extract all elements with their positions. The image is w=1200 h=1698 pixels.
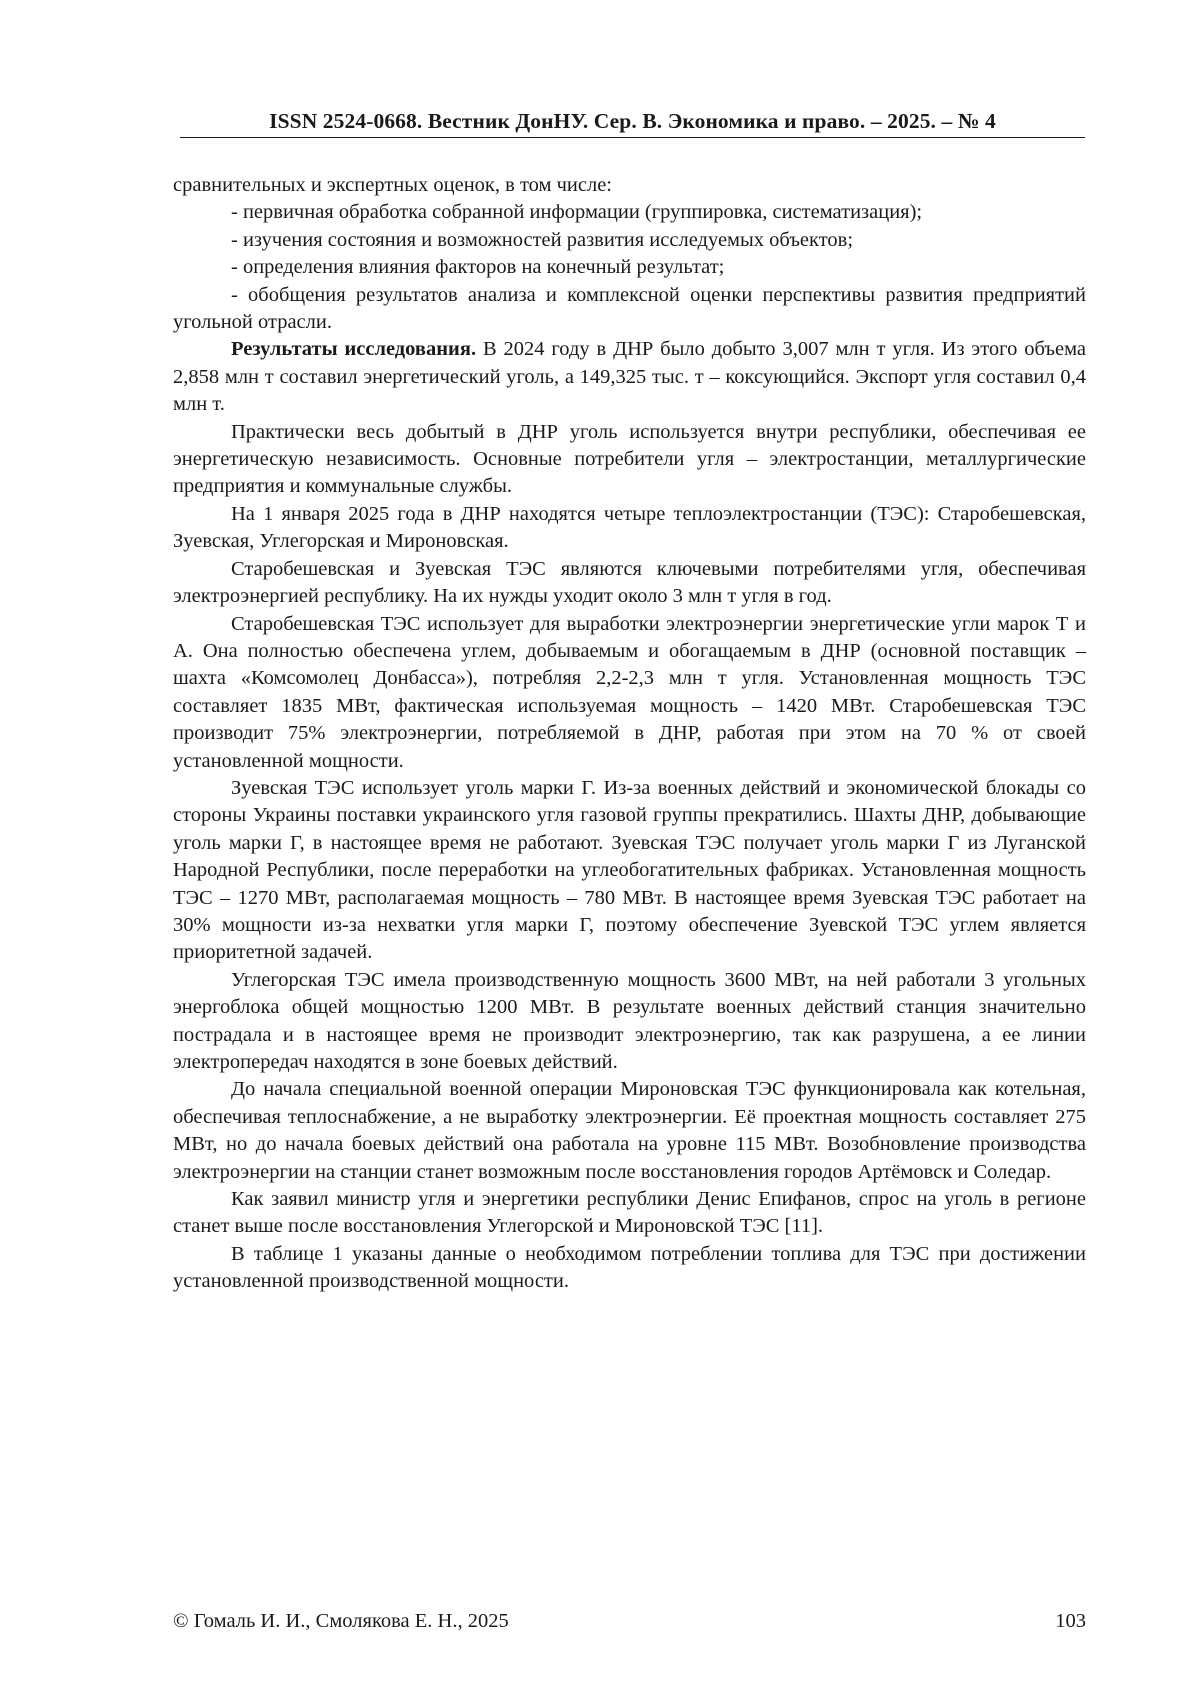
page-number: 103: [1055, 1610, 1086, 1632]
paragraph-results: [173, 336, 1086, 418]
paragraph: До начала специальной военной операции Мироновская ТЭС функционировала как котельная, обеспечивая теплоснабжение, а не выработку электроэнергии. Её проектная мощность составляет 275 МВт, но до начала боевых действий она работала на уровне 115 МВт. Возобновление производства электроэнергии на станции станет возможным после восстановления городов Артёмовск и Соледар.: [173, 1078, 1086, 1183]
paragraph: Зуевская ТЭС использует уголь марки Г. Из-за военных действий и экономической блокады со стороны Украины поставки украинского угля газовой группы прекратились. Шахты ДНР, добывающие уголь марки Г, в настоящее время не работают. Зуевская ТЭС получает уголь марки Г из Луганской Народной Республики, после переработки на углеобогатительных фабриках. Установленная мощность ТЭС – 1270 МВт, располагаемая мощность – 780 МВт. В настоящее время Зуевская ТЭС работает на 30% мощности из-за нехватки угля марки Г, поэтому обеспечение Зуевской ТЭС углем является приоритетной задачей.: [173, 776, 1086, 964]
list-item: - первичная обработка собранной информации (группировка, систематизация);: [231, 201, 923, 224]
header-rule: [180, 137, 1085, 138]
paragraph: Старобешевская ТЭС использует для выработки электроэнергии энергетические угли марок Т и А. Она полностью обеспечена углем, добываемым и обогащаемым в ДНР (основной поставщик – шахта «Комсомолец Донбасса»), потребляя 2,2-2,3 млн т угля. Установленная мощность ТЭС составляет 1835 МВт, фактическая используемая мощность – 1420 МВт. Старобешевская ТЭС производит 75% электроэнергии, потребляемой в ДНР, работая при этом на 70 % от своей установленной мощности.: [173, 612, 1086, 772]
results-heading: Результаты исследования.: [231, 338, 477, 361]
paragraph: На 1 января 2025 года в ДНР находятся четыре теплоэлектростанции (ТЭС): Старобешевская, Зуевская, Углегорская и Мироновская.: [173, 502, 1086, 553]
list-item: - обобщения результатов анализа и комплексной оценки перспективы развития предприятий угольной отрасли.: [173, 283, 1086, 334]
footer-copyright: © Гомаль И. И., Смолякова Е. Н., 2025: [173, 1610, 509, 1632]
list-item: - определения влияния факторов на конечный результат;: [231, 256, 725, 279]
running-header: ISSN 2524-0668. Вестник ДонНУ. Сер. В. Экономика и право. – 2025. – № 4: [269, 109, 996, 133]
results-text: В 2024 году в ДНР было добыто 3,007 млн т угля. Из этого объема 2,858 млн т составил энергетический уголь, а 149,325 тыс. т – коксующийся. Экспорт угля составил 0,4 млн т.: [173, 338, 1087, 416]
paragraph: Углегорская ТЭС имела производственную мощность 3600 МВт, на ней работали 3 угольных энергоблока общей мощностью 1200 МВт. В результате военных действий станция значительно пострадала и в настоящее время не производит электроэнергию, так как разрушена, а ее линии электропередач находятся в зоне боевых действий.: [173, 968, 1086, 1073]
paragraph: Как заявил министр угля и энергетики республики Денис Епифанов, спрос на уголь в регионе станет выше после восстановления Углегорской и Мироновской ТЭС [11].: [173, 1188, 1086, 1238]
paragraph-intro-continuation: сравнительных и экспертных оценок, в том числе:: [173, 174, 612, 196]
list-item: - изучения состояния и возможностей развития исследуемых объектов;: [231, 228, 854, 251]
paragraph: В таблице 1 указаны данные о необходимом потреблении топлива для ТЭС при достижении установленной производственной мощности.: [173, 1242, 1086, 1293]
paragraph: Старобешевская и Зуевская ТЭС являются ключевыми потребителями угля, обеспечивая электроэнергией республику. На их нужды уходит около 3 млн т угля в год.: [173, 557, 1086, 608]
article-body: [173, 172, 1086, 1296]
paragraph: Практически весь добытый в ДНР уголь используется внутри республики, обеспечивая ее энергетическую независимость. Основные потребители угля – электростанции, металлургические предприятия и коммунальные службы.: [173, 420, 1086, 498]
